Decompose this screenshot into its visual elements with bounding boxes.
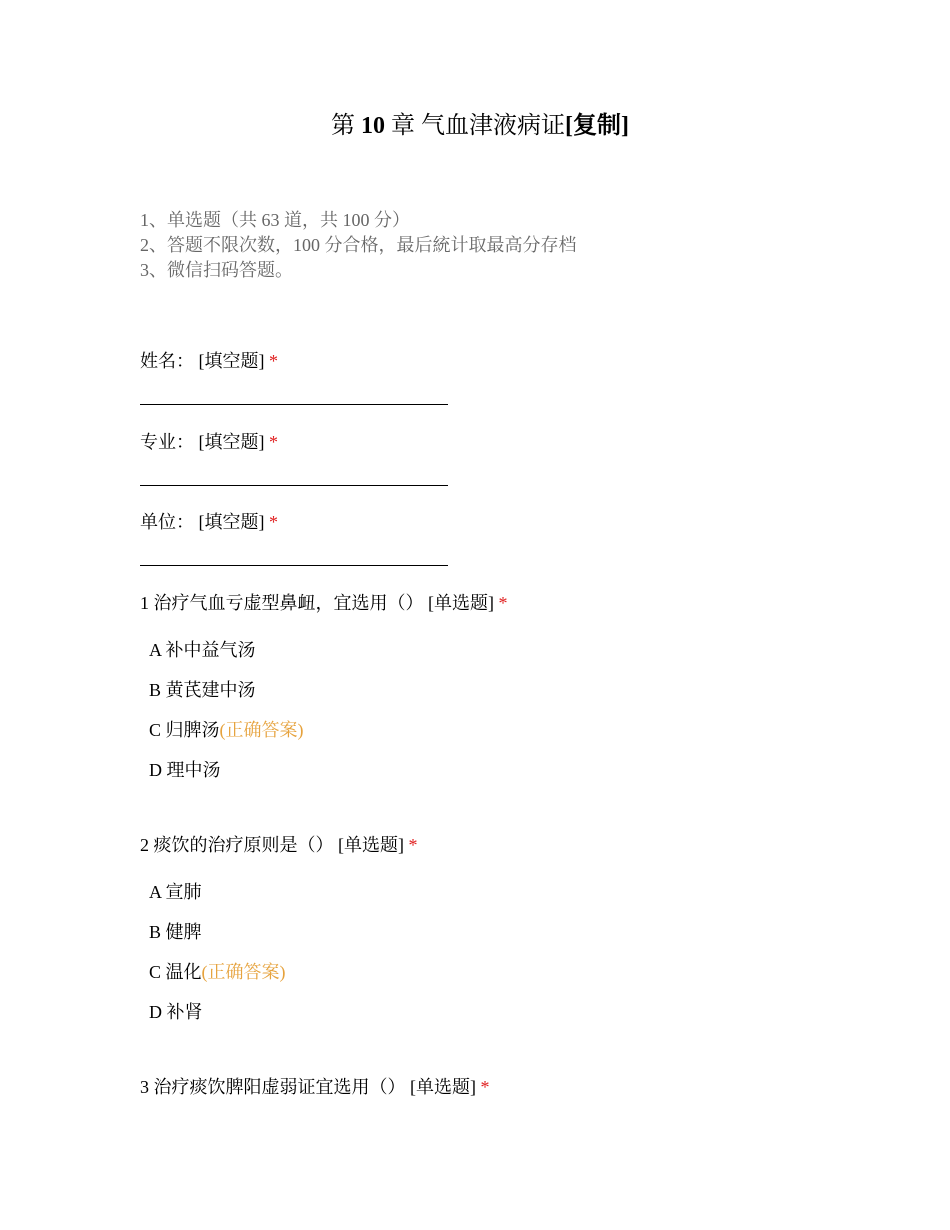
instructions xyxy=(140,208,577,283)
correct-answer-note: (正确答案) xyxy=(201,962,286,982)
question-text: 3 治疗痰饮脾阳虚弱证宜选用（） xyxy=(140,1077,406,1097)
unit-field-label xyxy=(140,510,278,534)
chapter-number: 10 xyxy=(361,113,385,139)
option-text: B 黄芪建中汤 xyxy=(149,680,256,700)
major-field-label xyxy=(140,430,278,454)
q2-option-a[interactable] xyxy=(149,880,202,904)
instruction-line: 2、答题不限次数，100 分合格，最后統计取最高分存档 xyxy=(140,235,577,255)
q2-option-b[interactable] xyxy=(149,920,202,944)
q1-option-d[interactable] xyxy=(149,758,221,782)
question-text: 1 治疗气血亏虚型鼻衄，宜选用（） xyxy=(140,593,424,613)
title-text: 章 气血津液病证 xyxy=(391,113,565,139)
q2-option-d[interactable] xyxy=(149,1000,203,1024)
option-text: D 补肾 xyxy=(149,1002,203,1022)
q2-option-c[interactable] xyxy=(149,960,286,984)
required-mark: * xyxy=(480,1077,490,1097)
required-mark: * xyxy=(269,351,278,371)
option-text: A 宣肺 xyxy=(149,882,202,902)
correct-answer-note: (正确答案) xyxy=(219,720,304,740)
name-field-label xyxy=(140,349,278,373)
question-3 xyxy=(140,1075,490,1099)
option-text: C 温化 xyxy=(149,962,202,982)
field-label: 姓名： xyxy=(140,351,194,371)
question-text: 2 痰饮的治疗原则是（） xyxy=(140,835,334,855)
option-text: A 补中益气汤 xyxy=(149,640,256,660)
required-mark: * xyxy=(408,835,418,855)
field-label: 单位： xyxy=(140,512,194,532)
copy-tag: [复制] xyxy=(565,113,629,139)
required-mark: * xyxy=(269,512,278,532)
name-input[interactable] xyxy=(140,404,448,405)
required-mark: * xyxy=(498,593,508,613)
q1-option-b[interactable] xyxy=(149,678,256,702)
q1-option-a[interactable] xyxy=(149,638,256,662)
question-type: [单选题] xyxy=(410,1077,476,1097)
question-type: [单选题] xyxy=(338,835,404,855)
instruction-line: 1、单选题（共 63 道，共 100 分） xyxy=(140,210,410,230)
instruction-line: 3、微信扫码答题。 xyxy=(140,260,293,280)
option-text: B 健脾 xyxy=(149,922,202,942)
title-prefix: 第 xyxy=(331,113,355,139)
question-type: [单选题] xyxy=(428,593,494,613)
question-type: [填空题] xyxy=(198,432,265,452)
question-type: [填空题] xyxy=(198,351,265,371)
field-label: 专业： xyxy=(140,432,194,452)
question-1 xyxy=(140,591,508,615)
major-input[interactable] xyxy=(140,485,448,486)
question-type: [填空题] xyxy=(198,512,265,532)
unit-input[interactable] xyxy=(140,565,448,566)
option-text: D 理中汤 xyxy=(149,760,221,780)
question-2 xyxy=(140,833,418,857)
page-title xyxy=(0,110,950,142)
q1-option-c[interactable] xyxy=(149,718,304,742)
option-text: C 归脾汤 xyxy=(149,720,220,740)
required-mark: * xyxy=(269,432,278,452)
